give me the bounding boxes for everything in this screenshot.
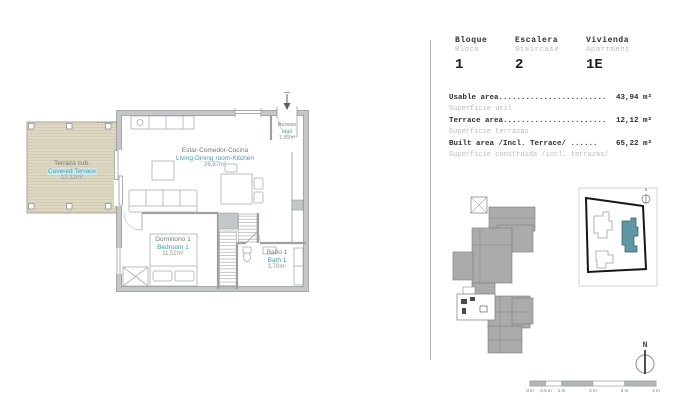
room-name-en: Bath 1 — [267, 256, 287, 264]
area-label: Usable area........................ — [449, 94, 607, 102]
area-row-usable — [449, 93, 652, 104]
room-area: 26,87m² — [203, 162, 226, 169]
scale-label-3: 3 m — [620, 388, 629, 393]
stair-landing-wall — [218, 213, 238, 229]
north-label: N — [642, 340, 648, 350]
header-label-es: Escalera — [515, 36, 559, 45]
bedroom-window — [114, 248, 123, 274]
room-name-es: Baño 1 — [266, 249, 288, 256]
room-name-es: Acceso — [277, 122, 297, 128]
header-label-en: Block — [455, 46, 480, 54]
scale-label-2: 2 m — [589, 388, 597, 393]
area-value: 65,22 m² — [615, 140, 652, 148]
room-name-es: Estar-Comedor-Cocina — [181, 147, 249, 154]
area-label-es: Superficie terrazas — [449, 128, 529, 136]
area-row-terrace — [449, 116, 652, 127]
area-label: Terrace area....................... — [449, 117, 607, 125]
kitchen-counter — [131, 116, 194, 129]
header-label-en: Apartment — [586, 46, 631, 54]
bed — [150, 234, 197, 286]
site-plan-thumbnail — [453, 197, 535, 353]
site-plan-stair-core — [471, 197, 487, 213]
sofa — [129, 190, 197, 212]
header-col-vivienda — [586, 36, 630, 73]
terrace-sliding-door — [114, 150, 123, 206]
scale-bar — [530, 381, 656, 386]
header-label-es: Bloque — [455, 36, 488, 45]
room-name-en: Covered Terrace — [48, 167, 96, 175]
room-name-en: Living-Dining room-Kitchen — [175, 154, 255, 162]
room-name-en: Bedroom 1 — [157, 243, 189, 251]
area-label-es: Superficie útil — [449, 105, 513, 113]
header-col-bloque — [455, 36, 487, 73]
area-label-es: Superficie construida /incl. terrazas/ — [449, 151, 609, 159]
header-label-es: Vivienda — [586, 36, 630, 45]
areas-table — [449, 93, 652, 162]
header-label-en: Staircase — [515, 46, 560, 54]
header-value: 1 — [455, 57, 464, 73]
terrace-deck — [27, 122, 118, 213]
header-value: 1E — [586, 57, 603, 73]
room-area: 12,12m² — [60, 175, 83, 182]
room-name-es: Dormitorio 1 — [155, 236, 191, 243]
living-window — [235, 108, 261, 117]
room-area: 1,95m² — [278, 135, 296, 142]
room-name-es: Terraza cub. — [54, 160, 90, 167]
header-value: 2 — [515, 57, 524, 73]
keymap-north-label: N — [644, 188, 648, 192]
room-name-en: Hall — [282, 128, 292, 135]
room-area: 3,70m² — [267, 264, 287, 271]
room-area: 11,52m² — [162, 251, 184, 258]
scale-label-1: 1 m — [557, 388, 566, 393]
scale-label-0: 0 m — [526, 388, 534, 393]
header-col-escalera — [515, 36, 559, 73]
area-row-built — [449, 139, 652, 150]
area-value: 43,94 m² — [615, 94, 652, 102]
area-label: Built area /Incl. Terrace/ ...... — [449, 140, 598, 148]
coffee-table — [152, 161, 174, 180]
north-compass-icon — [636, 350, 654, 374]
scale-label-4: 4 m — [652, 388, 660, 393]
key-map — [579, 188, 657, 286]
scale-label-05: 0,5 m — [540, 388, 552, 393]
area-value: 12,12 m² — [615, 117, 652, 125]
wardrobe — [123, 267, 148, 286]
